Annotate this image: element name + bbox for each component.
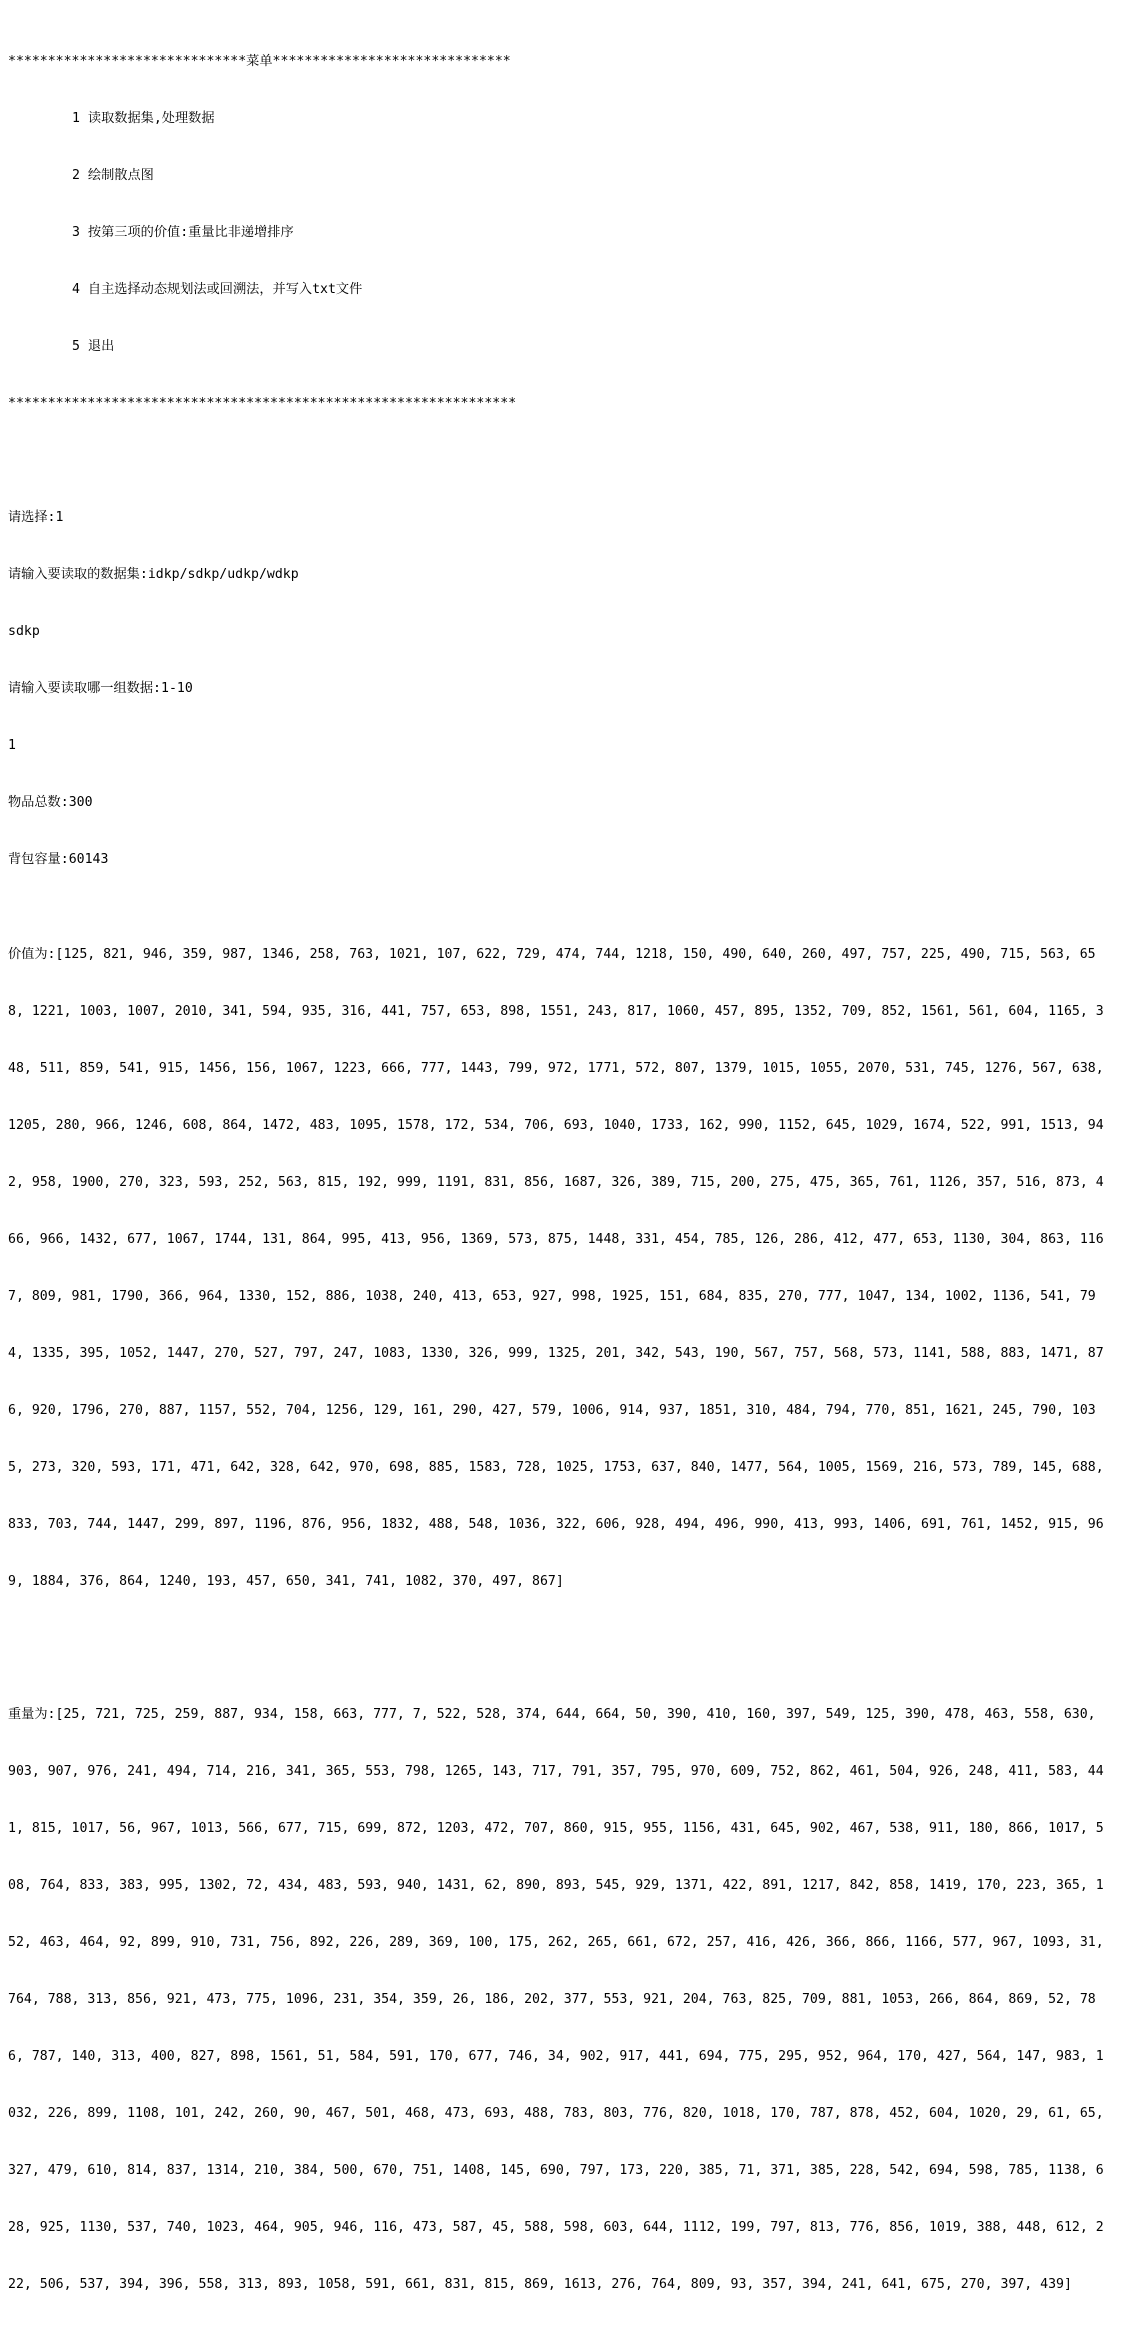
dataset-input[interactable]: sdkp <box>8 624 40 639</box>
weights-line: 28, 925, 1130, 537, 740, 1023, 464, 905, 946, 116, 473, 587, 45, 588, 598, 603, 644, 1112, 199, 797, 813, 776, 856, 1019, 388, 448, 612, 2 <box>8 2220 1104 2235</box>
menu-item-scatter-plot: 2 绘制散点图 <box>72 168 154 183</box>
values-line: 5, 273, 320, 593, 171, 471, 642, 328, 642, 970, 698, 885, 1583, 728, 1025, 1753, 637, 840, 1477, 564, 1005, 1569, 216, 573, 789, 145, 688, <box>8 1460 1104 1475</box>
values-line: 2, 958, 1900, 270, 323, 593, 252, 563, 815, 192, 999, 1191, 831, 856, 1687, 326, 389, 715, 200, 275, 475, 365, 761, 1126, 357, 516, 873, 4 <box>8 1175 1104 1190</box>
dataset-prompt: 请输入要读取的数据集:idkp/sdkp/udkp/wdkp <box>8 567 299 582</box>
weights-line: 6, 787, 140, 313, 400, 827, 898, 1561, 51, 584, 591, 170, 677, 746, 34, 902, 917, 441, 694, 775, 295, 952, 964, 170, 427, 564, 147, 983, 1 <box>8 2049 1104 2064</box>
menu-item-load-dataset: 1 读取数据集,处理数据 <box>72 111 215 126</box>
values-line: 6, 920, 1796, 270, 887, 1157, 552, 704, 1256, 129, 161, 290, 427, 579, 1006, 914, 937, 1851, 310, 484, 794, 770, 851, 1621, 245, 790, 103 <box>8 1403 1096 1418</box>
choice-prompt: 请选择:1 <box>8 510 64 525</box>
group-input[interactable]: 1 <box>8 738 16 753</box>
weights-line: 032, 226, 899, 1108, 101, 242, 260, 90, 467, 501, 468, 473, 693, 488, 783, 803, 776, 820, 1018, 170, 787, 878, 452, 604, 1020, 29, 61, 65, <box>8 2106 1104 2121</box>
knapsack-capacity: 背包容量:60143 <box>8 852 109 867</box>
values-line: 833, 703, 744, 1447, 299, 897, 1196, 876, 956, 1832, 488, 548, 1036, 322, 606, 928, 494, 496, 990, 413, 993, 1406, 691, 761, 1452, 915, 96 <box>8 1517 1104 1532</box>
weights-output <box>8 1667 1128 2332</box>
blank-line <box>8 451 1128 470</box>
weights-line: 08, 764, 833, 383, 995, 1302, 72, 434, 483, 593, 940, 1431, 62, 890, 893, 545, 929, 1371, 422, 891, 1217, 842, 858, 1419, 170, 223, 365, 1 <box>8 1878 1104 1893</box>
values-line: 66, 966, 1432, 677, 1067, 1744, 131, 864, 995, 413, 956, 1369, 573, 875, 1448, 331, 454, 785, 126, 286, 412, 477, 653, 1130, 304, 863, 116 <box>8 1232 1104 1247</box>
values-line: 8, 1221, 1003, 1007, 2010, 341, 594, 935, 316, 441, 757, 653, 898, 1551, 243, 817, 1060, 457, 895, 1352, 709, 852, 1561, 561, 604, 1165, 3 <box>8 1004 1104 1019</box>
menu-item-exit: 5 退出 <box>72 339 115 354</box>
weights-line: 1, 815, 1017, 56, 967, 1013, 566, 677, 715, 699, 872, 1203, 472, 707, 860, 915, 955, 1156, 431, 645, 902, 467, 538, 911, 180, 866, 1017, 5 <box>8 1821 1104 1836</box>
values-line: 9, 1884, 376, 864, 1240, 193, 457, 650, 341, 741, 1082, 370, 497, 867] <box>8 1574 564 1589</box>
values-line: 4, 1335, 395, 1052, 1447, 270, 527, 797, 247, 1083, 1330, 326, 999, 1325, 201, 342, 543, 190, 567, 757, 568, 573, 1141, 588, 883, 1471, 87 <box>8 1346 1104 1361</box>
values-line: 价值为:[125, 821, 946, 359, 987, 1346, 258, 763, 1021, 107, 622, 729, 474, 744, 1218, 150, 490, 640, 260, 497, 757, 225, 490, 715, 563, 65 <box>8 947 1096 962</box>
weights-line: 22, 506, 537, 394, 396, 558, 313, 893, 1058, 591, 661, 831, 815, 869, 1613, 276, 764, 809, 93, 357, 394, 241, 641, 675, 270, 397, 439] <box>8 2277 1072 2292</box>
values-line: 7, 809, 981, 1790, 366, 964, 1330, 152, 886, 1038, 240, 413, 653, 927, 998, 1925, 151, 684, 835, 270, 777, 1047, 134, 1002, 1136, 541, 79 <box>8 1289 1096 1304</box>
values-output <box>8 907 1128 1629</box>
menu-header: ******************************菜单****************************** <box>8 54 511 69</box>
menu-item-sort-by-ratio: 3 按第三项的价值:重量比非递增排序 <box>72 225 294 240</box>
values-line: 48, 511, 859, 541, 915, 1456, 156, 1067, 1223, 666, 777, 1443, 799, 972, 1771, 572, 807, 1379, 1015, 1055, 2070, 531, 745, 1276, 567, 638, <box>8 1061 1104 1076</box>
values-line: 1205, 280, 966, 1246, 608, 864, 1472, 483, 1095, 1578, 172, 534, 706, 693, 1040, 1733, 162, 990, 1152, 645, 1029, 1674, 522, 991, 1513, 94 <box>8 1118 1104 1133</box>
weights-line: 327, 479, 610, 814, 837, 1314, 210, 384, 500, 670, 751, 1408, 145, 690, 797, 173, 220, 385, 71, 371, 385, 228, 542, 694, 598, 785, 1138, 6 <box>8 2163 1104 2178</box>
menu-footer: **************************************************************** <box>8 396 517 411</box>
weights-line: 重量为:[25, 721, 725, 259, 887, 934, 158, 663, 777, 7, 522, 528, 374, 644, 664, 50, 390, 410, 160, 397, 549, 125, 390, 478, 463, 558, 630, <box>8 1707 1096 1722</box>
weights-line: 764, 788, 313, 856, 921, 473, 775, 1096, 231, 354, 359, 26, 186, 202, 377, 553, 921, 204, 763, 825, 709, 881, 1053, 266, 864, 869, 52, 78 <box>8 1992 1096 2007</box>
item-count: 物品总数:300 <box>8 795 93 810</box>
group-prompt: 请输入要读取哪一组数据:1-10 <box>8 681 193 696</box>
weights-line: 52, 463, 464, 92, 899, 910, 731, 756, 892, 226, 289, 369, 100, 175, 262, 265, 661, 672, 257, 416, 426, 366, 866, 1166, 577, 967, 1093, 31, <box>8 1935 1104 1950</box>
menu-item-solve-and-write: 4 自主选择动态规划法或回溯法，并写入txt文件 <box>72 282 363 297</box>
weights-line: 903, 907, 976, 241, 494, 714, 216, 341, 365, 553, 798, 1265, 143, 717, 791, 357, 795, 970, 609, 752, 862, 461, 504, 926, 248, 411, 583, 44 <box>8 1764 1104 1779</box>
